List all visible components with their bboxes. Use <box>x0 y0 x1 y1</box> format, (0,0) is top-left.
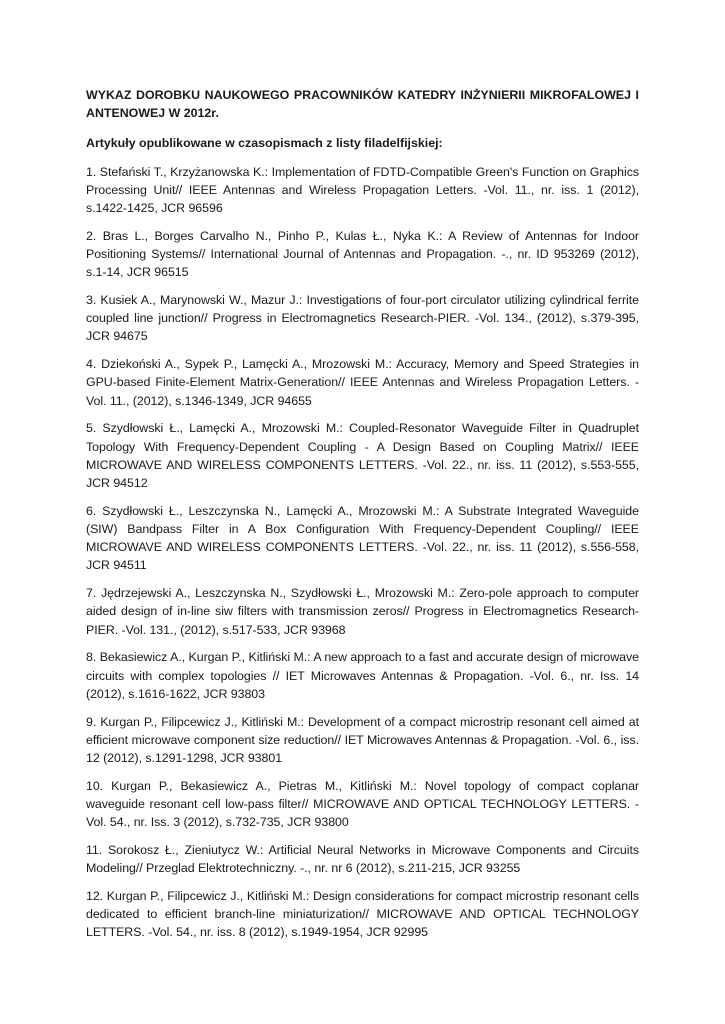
publication-entry: 5. Szydłowski Ł., Lamęcki A., Mrozowski M.: Coupled-Resonator Waveguide Filter in Quadruplet Topology With Frequency-Dependent Coupling - A Design Based on Coupling Matrix// IEEE MICROWAVE AND WIRELESS COMPONENTS LETTERS. -Vol. 22., nr. iss. 11 (2012), s.553-555, JCR 94512 <box>86 421 639 491</box>
publication-entry: 7. Jędrzejewski A., Leszczynska N., Szydłowski Ł., Mrozowski M.: Zero-pole approach to computer aided design of in-line siw filters with transmission zeros// Progress in Electromagnetics Research-PIER. -Vol. 131., (2012), s.517-533, JCR 93968 <box>86 586 639 637</box>
publication-entry: 6. Szydłowski Ł., Leszczynska N., Lamęcki A., Mrozowski M.: A Substrate Integrated Waveguide (SIW) Bandpass Filter in A Box Configuration With Frequency-Dependent Coupling// IEEE MICROWAVE AND WIRELESS COMPONENTS LETTERS. -Vol. 22., nr. iss. 11 (2012), s.556-558, JCR 94511 <box>86 503 639 573</box>
document-title: WYKAZ DOROBKU NAUKOWEGO PRACOWNIKÓW KATEDRY INŻYNIERII MIKROFALOWEJ I ANTENOWEJ W 2012r. <box>86 88 639 121</box>
publication-entry: 2. Bras L., Borges Carvalho N., Pinho P., Kulas Ł., Nyka K.: A Review of Antennas for Indoor Positioning Systems// International Journal of Antennas and Propagation. -., nr. ID 953269 (2012), s.1-14, JCR 96515 <box>86 228 639 280</box>
publication-entry: 12. Kurgan P., Filipcewicz J., Kitliński M.: Design considerations for compact microstrip resonant cells dedicated to efficient branch-line miniaturization// MICROWAVE AND OPTICAL TECHNOLOGY LETTERS. -Vol. 54., nr. iss. 8 (2012), s.1949-1954, JCR 92995 <box>86 889 639 940</box>
publication-entry: 9. Kurgan P., Filipcewicz J., Kitliński M.: Development of a compact microstrip resonant cell aimed at efficient microwave component size reduction// IET Microwaves Antennas & Propagation. -Vol. 6., iss. 12 (2012), s.1291-1298, JCR 93801 <box>86 714 639 766</box>
document-page <box>86 86 639 951</box>
section-heading: Artykuły opublikowane w czasopismach z listy filadelfijskiej: <box>86 136 443 151</box>
publication-list <box>86 163 639 942</box>
publication-entry: 11. Sorokosz Ł., Zieniutycz W.: Artificial Neural Networks in Microwave Components and Circuits Modeling// Przeglad Elektrotechniczny. -., nr. nr 6 (2012), s.211-215, JCR 93255 <box>86 843 639 876</box>
publication-entry: 1. Stefański T., Krzyżanowska K.: Implementation of FDTD-Compatible Green's Function on Graphics Processing Unit// IEEE Antennas and Wireless Propagation Letters. -Vol. 11., nr. iss. 1 (2012), s.1422-1425, JCR 96596 <box>86 164 639 216</box>
publication-entry: 4. Dziekoński A., Sypek P., Lamęcki A., Mrozowski M.: Accuracy, Memory and Speed Strategies in GPU-based Finite-Element Matrix-Generation// IEEE Antennas and Wireless Propagation Letters. -Vol. 11., (2012), s.1346-1349, JCR 94655 <box>86 357 639 408</box>
publication-entry: 8. Bekasiewicz A., Kurgan P., Kitliński M.: A new approach to a fast and accurate design of microwave circuits with complex topologies // IET Microwaves Antennas & Propagation. -Vol. 6., nr. Iss. 14 (2012), s.1616-1622, JCR 93803 <box>86 650 639 701</box>
publication-entry: 10. Kurgan P., Bekasiewicz A., Pietras M., Kitliński M.: Novel topology of compact coplanar waveguide resonant cell low-pass filter// MICROWAVE AND OPTICAL TECHNOLOGY LETTERS. -Vol. 54., nr. Iss. 3 (2012), s.732-735, JCR 93800 <box>86 778 639 830</box>
publication-entry: 3. Kusiek A., Marynowski W., Mazur J.: Investigations of four-port circulator utilizing cylindrical ferrite coupled line junction// Progress in Electromagnetics Research-PIER. -Vol. 134., (2012), s.379-395, JCR 94675 <box>86 293 639 344</box>
